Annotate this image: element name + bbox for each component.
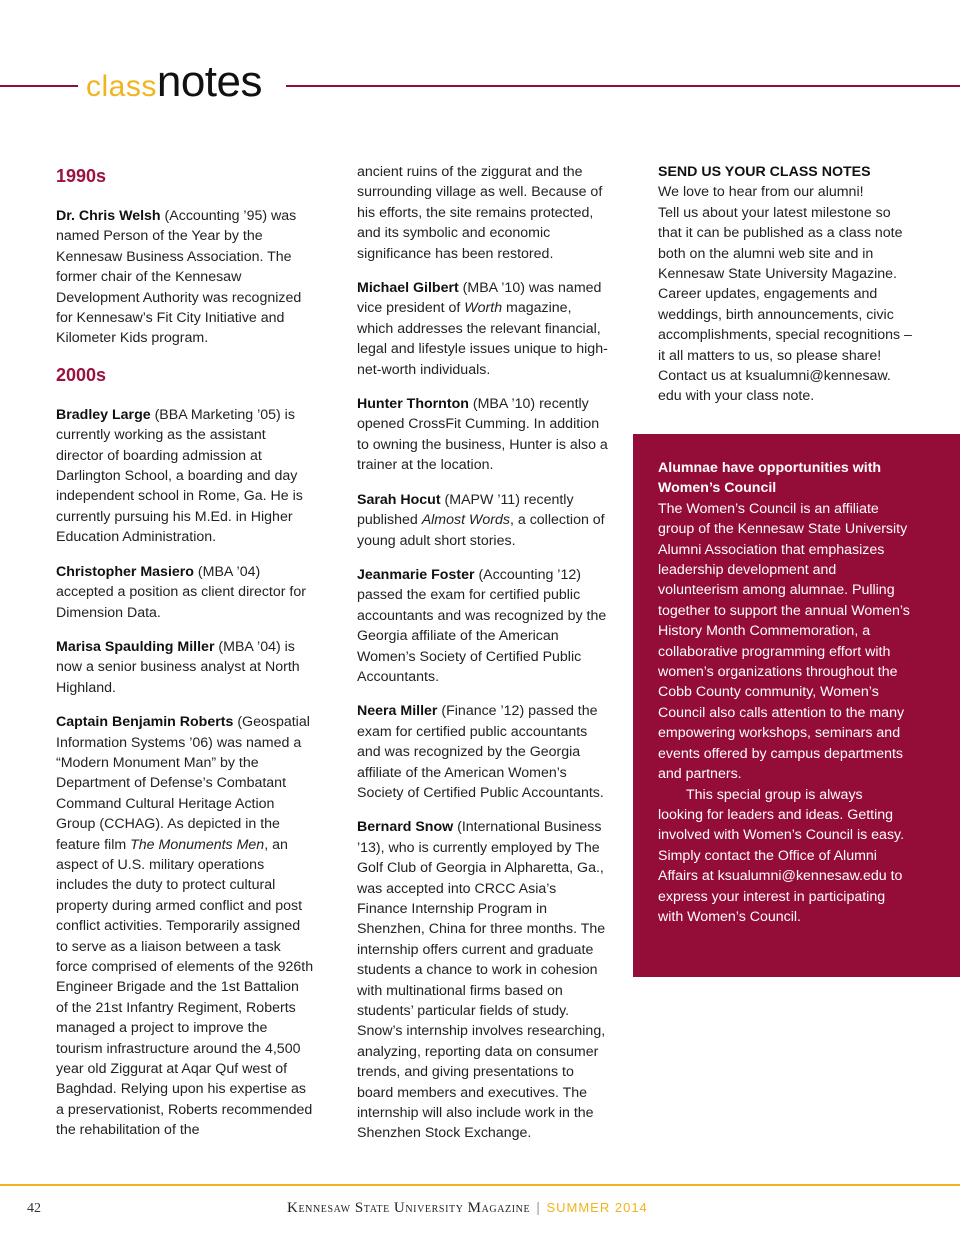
note-text: (Accounting ’95) was named Person of the Year by the Kennesaw Business Association. The former chair of the Kennesaw Development Authority was recognized for Kennesaw’s Fit City Initiative and Kilometer Kids program. bbox=[56, 208, 302, 347]
note-text: magazine, which addresses the relevant financial, legal and lifestyle issues unique to high-net-worth individuals. bbox=[357, 300, 608, 378]
alumnus-name: Jeanmarie Foster bbox=[357, 566, 475, 583]
class-note bbox=[357, 565, 609, 687]
footer-initial: M bbox=[467, 1200, 482, 1216]
page-number: 42 bbox=[27, 1201, 41, 1216]
column-1 bbox=[56, 162, 314, 1155]
footer-rule bbox=[0, 1184, 960, 1186]
footer-word: niversity bbox=[405, 1201, 468, 1216]
note-text: (MAPW ’11) recently published bbox=[357, 491, 574, 529]
womens-council-box bbox=[633, 434, 960, 977]
womens-council-content bbox=[658, 458, 910, 927]
note-text: (Accounting ’12) passed the exam for certified public accountants and was recognized by the Georgia affiliate of the American Women’s Society of Certified Public Accountants. bbox=[357, 566, 607, 685]
alumnus-name: Bradley Large bbox=[56, 406, 151, 423]
class-note bbox=[56, 206, 314, 349]
alumnus-name: Christopher Masiero bbox=[56, 563, 194, 580]
note-text: (Geospatial Information Systems ’06) was named a “Modern Monument Man” by the Department of Defense’s Combatant Command Cultural Heritage Action Group (CCHAG). As depicted in the feature film bbox=[56, 714, 310, 853]
film-title: The Monuments Men bbox=[130, 836, 265, 853]
note-text: , a collection of young adult short stories. bbox=[357, 512, 605, 549]
magazine-title: Worth bbox=[464, 300, 503, 317]
section-title-class: class bbox=[86, 70, 157, 103]
column-2 bbox=[357, 162, 609, 1158]
note-text: , an aspect of U.S. military operations includes the duty to protect cultural property during armed conflict and post conflict activities. Temporarily assigned to serve as a liaison between a task force comprised of elements of the 926th Engineer Brigade and the 1st Battalion of the 21st Infantry Regiment, Roberts managed a project to improve the tourism infrastructure around the 4,500 year old Ziggurat at Aqar Quf west of Baghdad. Relying upon his expertise as a preservationist, Roberts recommended the rehabilitation of the bbox=[56, 836, 314, 1139]
footer-initial: K bbox=[287, 1200, 299, 1216]
alumnus-name: Hunter Thornton bbox=[357, 396, 469, 413]
alumnus-name: Michael Gilbert bbox=[357, 280, 459, 297]
alumnus-name: Marisa Spaulding Miller bbox=[56, 638, 215, 655]
footer-word: ennesaw bbox=[298, 1201, 355, 1216]
note-text: (International Business ’13), who is currently employed by The Golf Club of Georgia in Alpharetta, Ga., was accepted into CRCC Asia’s Finance Internship Program in Shenzhen, China for three months. The internship offers current and graduate students a chance to work in cohesion with multinational firms based on students’ particular fields of study. Snow’s internship involves researching, analyzing, reporting data on consumer trends, and giving presentations to board members and executives. The internship will also include work in the Shenzhen Stock Exchange. bbox=[357, 819, 606, 1142]
send-notes-text: Tell us about your latest milestone so that it can be published as a class note both on the alumni web site and in Kennesaw State University Magazine. Career updates, engagements and weddings, birth announcements, civic accomplishments, special recognitions – it all matters to us, so please share! Contact us at ksualumni@kennesaw. edu with your class note. bbox=[658, 204, 912, 405]
decade-heading-1990s: 1990s bbox=[56, 166, 107, 186]
footer-word: agazine bbox=[481, 1201, 531, 1216]
section-title-notes: notes bbox=[156, 57, 262, 106]
send-notes-heading: SEND US YOUR CLASS NOTES bbox=[658, 164, 871, 180]
note-text: (Finance ’12) passed the exam for certified public accountants and was recognized by the Georgia affiliate of the American Women’s Society of Certified Public Accountants. bbox=[357, 703, 604, 801]
footer-initial: S bbox=[354, 1200, 364, 1216]
section-title bbox=[86, 52, 262, 122]
footer-word: tate bbox=[363, 1201, 394, 1216]
alumnus-name: Captain Benjamin Roberts bbox=[56, 714, 234, 731]
footer-issue: SUMMER 2014 bbox=[546, 1200, 648, 1215]
note-text: (MBA ’10) was named vice president of bbox=[357, 280, 602, 317]
alumnus-name: Dr. Chris Welsh bbox=[56, 208, 161, 224]
class-note bbox=[357, 394, 609, 476]
class-note bbox=[56, 405, 314, 548]
alumnus-name: Neera Miller bbox=[357, 703, 438, 720]
class-note-continued: ancient ruins of the ziggurat and the surrounding village as well. Because of his efforts, the site remains protected, and its symbolic and economic significance has been restored. bbox=[357, 164, 603, 262]
note-text: (BBA Marketing ’05) is currently working as the assistant director of boarding admission at Darlington School, a boarding and day independent school in Rome, Ga. He is currently pursuing his M.Ed. in Higher Education Administration. bbox=[56, 406, 303, 546]
footer-magazine-title bbox=[287, 1199, 648, 1217]
womens-council-paragraph-2 bbox=[658, 785, 910, 928]
note-text: (MBA ’10) recently opened CrossFit Cumming. In addition to owning the business, Hunter is also a trainer at the location. bbox=[357, 396, 608, 474]
class-note bbox=[56, 712, 314, 1141]
alumnus-name: Sarah Hocut bbox=[357, 491, 441, 508]
book-title: Almost Words bbox=[421, 512, 510, 529]
note-text: (MBA ’04) is now a senior business analyst at North Highland. bbox=[56, 638, 300, 696]
class-note bbox=[56, 637, 314, 698]
note-text: (MBA ’04) accepted a position as client director for Dimension Data. bbox=[56, 563, 306, 621]
header-rule-left bbox=[0, 85, 78, 87]
class-note bbox=[357, 701, 609, 803]
class-note bbox=[56, 562, 314, 623]
send-notes-intro: We love to hear from our alumni! bbox=[658, 184, 864, 201]
womens-council-heading: Alumnae have opportunities with Women’s Council bbox=[658, 460, 882, 497]
column-3 bbox=[658, 162, 914, 407]
womens-council-paragraph-2-text: This special group is always looking for leaders and ideas. Getting involved with Women’s Council is easy. Simply contact the Office of Alumni Affairs at ksualumni@kennesaw.edu to express your interest in participating with Women’s Council. bbox=[658, 786, 905, 925]
page-header bbox=[0, 52, 960, 112]
header-rule-right bbox=[286, 85, 960, 87]
footer-initial: U bbox=[393, 1200, 406, 1216]
womens-council-paragraph-1: The Women’s Council is an affiliate group of the Kennesaw State University Alumni Association that emphasizes leadership development and volunteerism among alumnae. Pulling together to support the annual Women’s History Month Commemoration, a collaborative programming effort with women’s organizations throughout the Cobb County community, Women’s Council also calls attention to the many empowering workshops, seminars and events offered by campus departments and partners. bbox=[658, 500, 910, 783]
decade-heading-2000s: 2000s bbox=[56, 364, 107, 385]
class-note bbox=[357, 278, 609, 380]
class-note bbox=[357, 817, 609, 1144]
class-note bbox=[357, 490, 609, 551]
footer-separator: | bbox=[536, 1199, 541, 1215]
alumnus-name: Bernard Snow bbox=[357, 819, 454, 836]
